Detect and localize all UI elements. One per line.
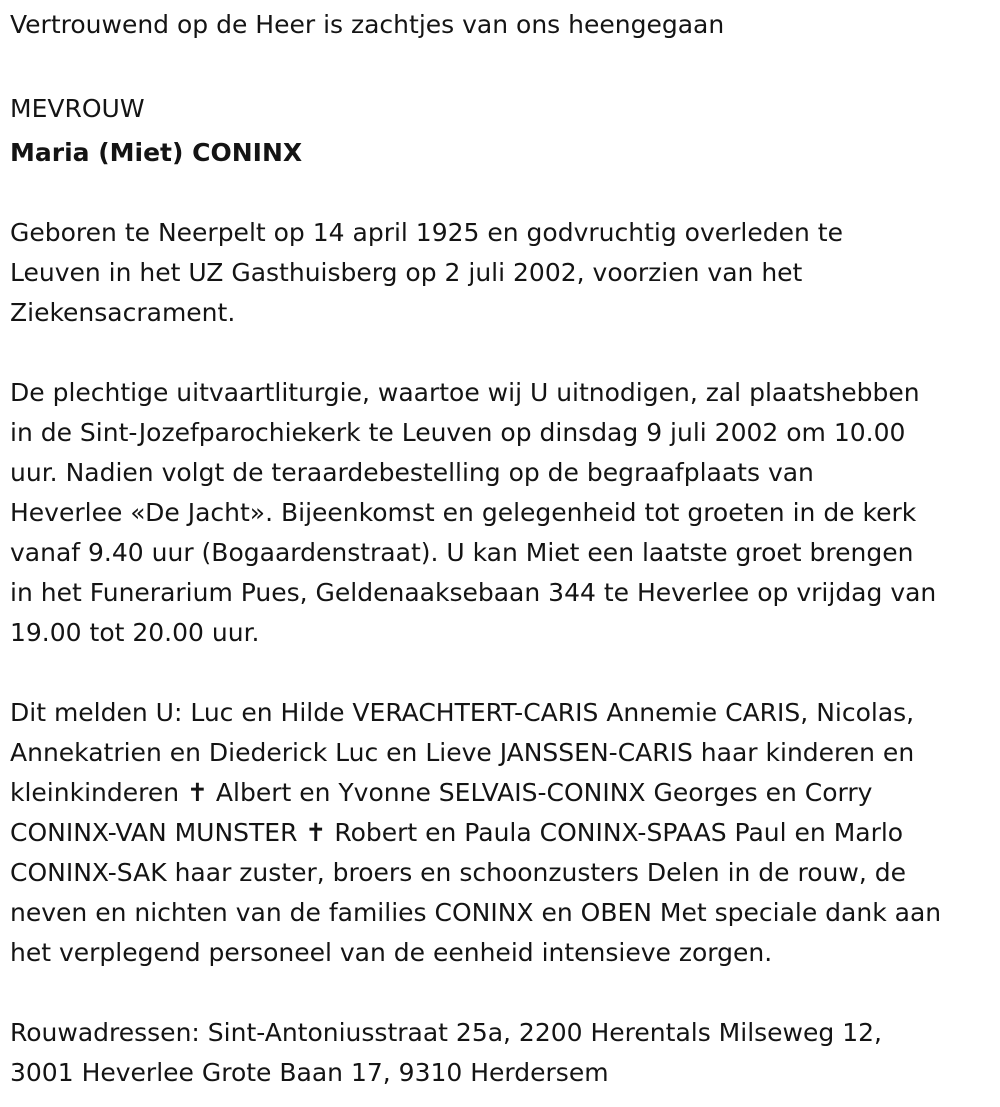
- funeral-paragraph: [10, 373, 995, 653]
- funeral-line: De plechtige uitvaartliturgie, waartoe wij U uitnodigen, zal plaatshebben: [10, 378, 920, 407]
- funeral-line: in het Funerarium Pues, Geldenaaksebaan 344 te Heverlee op vrijdag van: [10, 578, 937, 607]
- spacer: [10, 333, 995, 373]
- family-line: kleinkinderen ✝ Albert en Yvonne SELVAIS-CONINX Georges en Corry: [10, 778, 873, 807]
- birth-line: Geboren te Neerpelt op 14 april 1925 en godvruchtig overleden te: [10, 218, 843, 247]
- birth-paragraph: [10, 213, 995, 333]
- birth-line: Ziekensacrament.: [10, 298, 236, 327]
- spacer: [10, 173, 995, 213]
- obituary-document: [10, 5, 995, 1093]
- funeral-line: 19.00 tot 20.00 uur.: [10, 618, 260, 647]
- funeral-line: uur. Nadien volgt de teraardebestelling op de begraafplaats van: [10, 458, 814, 487]
- family-line: Annekatrien en Diederick Luc en Lieve JANSSEN-CARIS haar kinderen en: [10, 738, 915, 767]
- deceased-name: Maria (Miet) CONINX: [10, 138, 303, 167]
- funeral-line: vanaf 9.40 uur (Bogaardenstraat). U kan Miet een laatste groet brengen: [10, 538, 914, 567]
- address-line: Rouwadressen: Sint-Antoniusstraat 25a, 2200 Herentals Milseweg 12,: [10, 1018, 882, 1047]
- spacer: [10, 973, 995, 1013]
- address-paragraph: [10, 1013, 995, 1093]
- family-line: CONINX-VAN MUNSTER ✝ Robert en Paula CONINX-SPAAS Paul en Marlo: [10, 818, 904, 847]
- honorific-title: MEVROUW: [10, 94, 145, 123]
- funeral-line: Heverlee «De Jacht». Bijeenkomst en gelegenheid tot groeten in de kerk: [10, 498, 917, 527]
- family-line: CONINX-SAK haar zuster, broers en schoonzusters Delen in de rouw, de: [10, 858, 906, 887]
- intro-line: Vertrouwend op de Heer is zachtjes van ons heengegaan: [10, 10, 725, 39]
- spacer: [10, 45, 995, 85]
- birth-line: Leuven in het UZ Gasthuisberg op 2 juli 2002, voorzien van het: [10, 258, 803, 287]
- family-paragraph: [10, 693, 995, 973]
- address-line: 3001 Heverlee Grote Baan 17, 9310 Herdersem: [10, 1058, 609, 1087]
- spacer: [10, 653, 995, 693]
- family-line: het verplegend personeel van de eenheid intensieve zorgen.: [10, 938, 773, 967]
- family-line: neven en nichten van de families CONINX en OBEN Met speciale dank aan: [10, 898, 942, 927]
- funeral-line: in de Sint-Jozefparochiekerk te Leuven op dinsdag 9 juli 2002 om 10.00: [10, 418, 906, 447]
- family-line: Dit melden U: Luc en Hilde VERACHTERT-CARIS Annemie CARIS, Nicolas,: [10, 698, 915, 727]
